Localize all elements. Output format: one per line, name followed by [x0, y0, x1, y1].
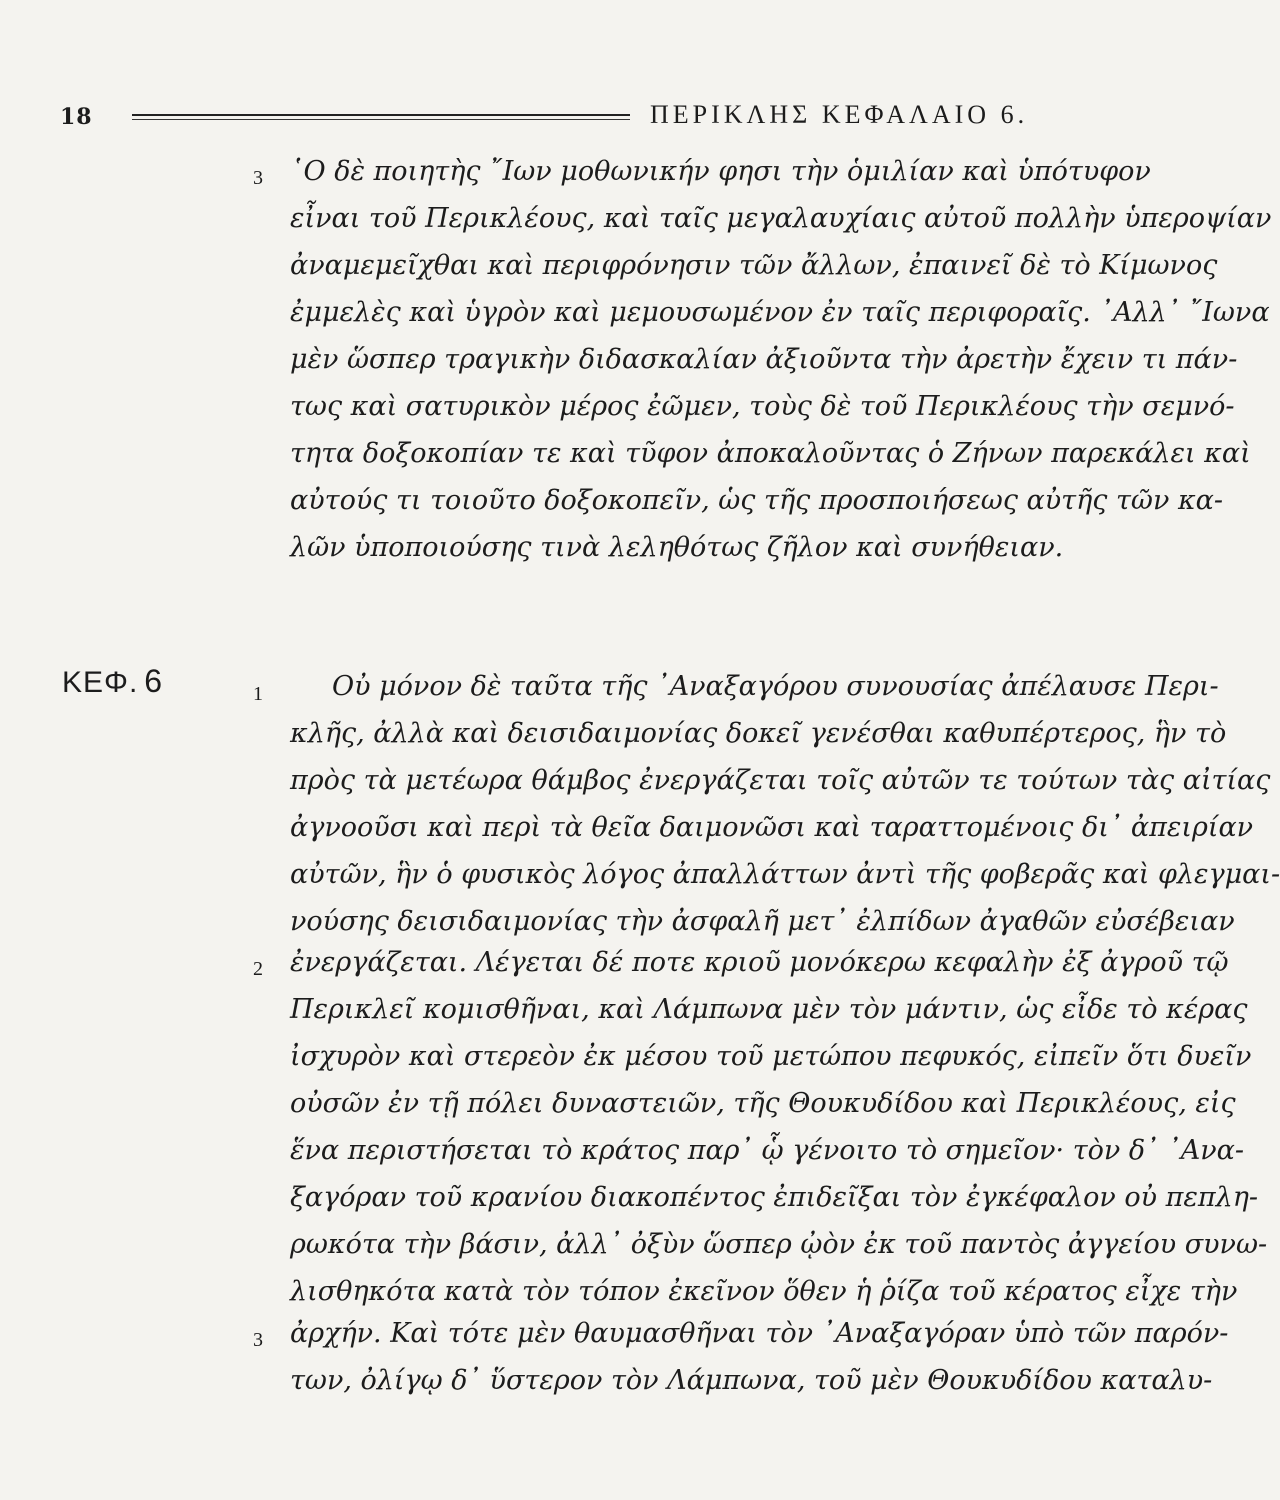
text-line: τητα δοξοκοπίαν τε καὶ τῦφον ἀποκαλοῦντας ὁ Ζήνων παρεκάλει καὶ: [290, 438, 1251, 469]
chapter-prefix: ΚΕΦ.: [62, 666, 139, 699]
text-line: ἕνα περιστήσεται τὸ κράτος παρ᾿ ᾧ γένοιτο τὸ σημεῖον· τὸν δ᾿ ᾿Ανα-: [290, 1135, 1245, 1166]
text-line: Περικλεῖ κομισθῆναι, καὶ Λάμπωνα μὲν τὸν μάντιν, ὡς εἶδε τὸ κέρας: [290, 994, 1248, 1025]
header-rule: [132, 114, 630, 116]
section-number: 3: [253, 167, 263, 189]
text-line: ἰσχυρὸν καὶ στερεὸν ἐκ μέσου τοῦ μετώπου πεφυκός, εἰπεῖν ὅτι δυεῖν: [290, 1041, 1252, 1072]
text-line: νούσης δεισιδαιμονίας τὴν ἀσφαλῆ μετ᾿ ἐλπίδων ἀγαθῶν εὐσέβειαν: [290, 906, 1235, 937]
text-line: ἐνεργάζεται. Λέγεται δέ ποτε κριοῦ μονόκερω κεφαλὴν ἐξ ἀγροῦ τῷ: [290, 947, 1229, 978]
text-line: ἐμμελὲς καὶ ὑγρὸν καὶ μεμουσωμένον ἐν ταῖς περιφοραῖς. ᾿Αλλ᾿ ῎Ιωνα: [290, 297, 1270, 328]
text-line: μὲν ὥσπερ τραγικὴν διδασκαλίαν ἀξιοῦντα τὴν ἀρετὴν ἔχειν τι πάν-: [290, 344, 1238, 375]
chapter-number: 6: [144, 663, 164, 699]
running-head: ΠΕΡΙΚΛΗΣ ΚΕΦΑΛΑΙΟ 6.: [650, 100, 1029, 129]
text-line: ξαγόραν τοῦ κρανίου διακοπέντος ἐπιδεῖξαι τὸν ἐγκέφαλον οὐ πεπλη-: [290, 1182, 1259, 1213]
page-header: [0, 92, 1149, 142]
text-line: κλῆς, ἀλλὰ καὶ δεισιδαιμονίας δοκεῖ γενέσθαι καθυπέρτερος, ἣν τὸ: [290, 718, 1227, 749]
text-line: αὐτῶν, ἣν ὁ φυσικὸς λόγος ἀπαλλάττων ἀντὶ τῆς φοβερᾶς καὶ φλεγμαι-: [290, 859, 1280, 890]
text-line: τως καὶ σατυρικὸν μέρος ἐῶμεν, τοὺς δὲ τοῦ Περικλέους τὴν σεμνό-: [290, 391, 1235, 422]
text-line: εἶναι τοῦ Περικλέους, καὶ ταῖς μεγαλαυχίαις αὐτοῦ πολλὴν ὑπεροψίαν: [290, 203, 1272, 234]
text-line: πρὸς τὰ μετέωρα θάμβος ἐνεργάζεται τοῖς αὐτῶν τε τούτων τὰς αἰτίας: [290, 765, 1271, 796]
text-line: αὐτούς τι τοιοῦτο δοξοκοπεῖν, ὡς τῆς προσποιήσεως αὐτῆς τῶν κα-: [290, 485, 1224, 516]
section-number: 3: [253, 1329, 263, 1351]
section-number: 2: [253, 958, 263, 980]
text-line: λῶν ὑποποιούσης τινὰ λεληθότως ζῆλον καὶ συνήθειαν.: [290, 532, 1064, 563]
text-line: ἀγνοοῦσι καὶ περὶ τὰ θεῖα δαιμονῶσι καὶ ταραττομένοις δι᾿ ἀπειρίαν: [290, 812, 1254, 843]
text-line: ῾Ο δὲ ποιητὴς ῎Ιων μοθωνικήν φησι τὴν ὁμιλίαν καὶ ὑπότυφον: [290, 156, 1151, 187]
text-line: ἀναμεμεῖχθαι καὶ περιφρόνησιν τῶν ἄλλων, ἐπαινεῖ δὲ τὸ Κίμωνος: [290, 250, 1218, 281]
text-line: ἀρχήν. Καὶ τότε μὲν θαυμασθῆναι τὸν ᾿Αναξαγόραν ὑπὸ τῶν παρόν-: [290, 1318, 1229, 1349]
text-line: οὐσῶν ἐν τῇ πόλει δυναστειῶν, τῆς Θουκυδίδου καὶ Περικλέους, εἰς: [290, 1088, 1236, 1119]
page-number: 18: [60, 104, 93, 130]
section-number: 1: [253, 683, 263, 705]
text-line: λισθηκότα κατὰ τὸν τόπον ἐκεῖνον ὅθεν ἡ ῥίζα τοῦ κέρατος εἶχε τὴν: [290, 1276, 1238, 1307]
text-line: των, ὀλίγῳ δ᾿ ὕστερον τὸν Λάμπωνα, τοῦ μὲν Θουκυδίδου καταλυ-: [290, 1365, 1213, 1396]
text-line: ρωκότα τὴν βάσιν, ἀλλ᾿ ὀξὺν ὥσπερ ᾠὸν ἐκ τοῦ παντὸς ἀγγείου συνω-: [290, 1229, 1268, 1260]
header-rule-thin: [132, 119, 630, 120]
text-line: Οὐ μόνον δὲ ταῦτα τῆς ᾿Αναξαγόρου συνουσίας ἀπέλαυσε Περι-: [332, 671, 1219, 702]
chapter-label: [62, 663, 163, 700]
